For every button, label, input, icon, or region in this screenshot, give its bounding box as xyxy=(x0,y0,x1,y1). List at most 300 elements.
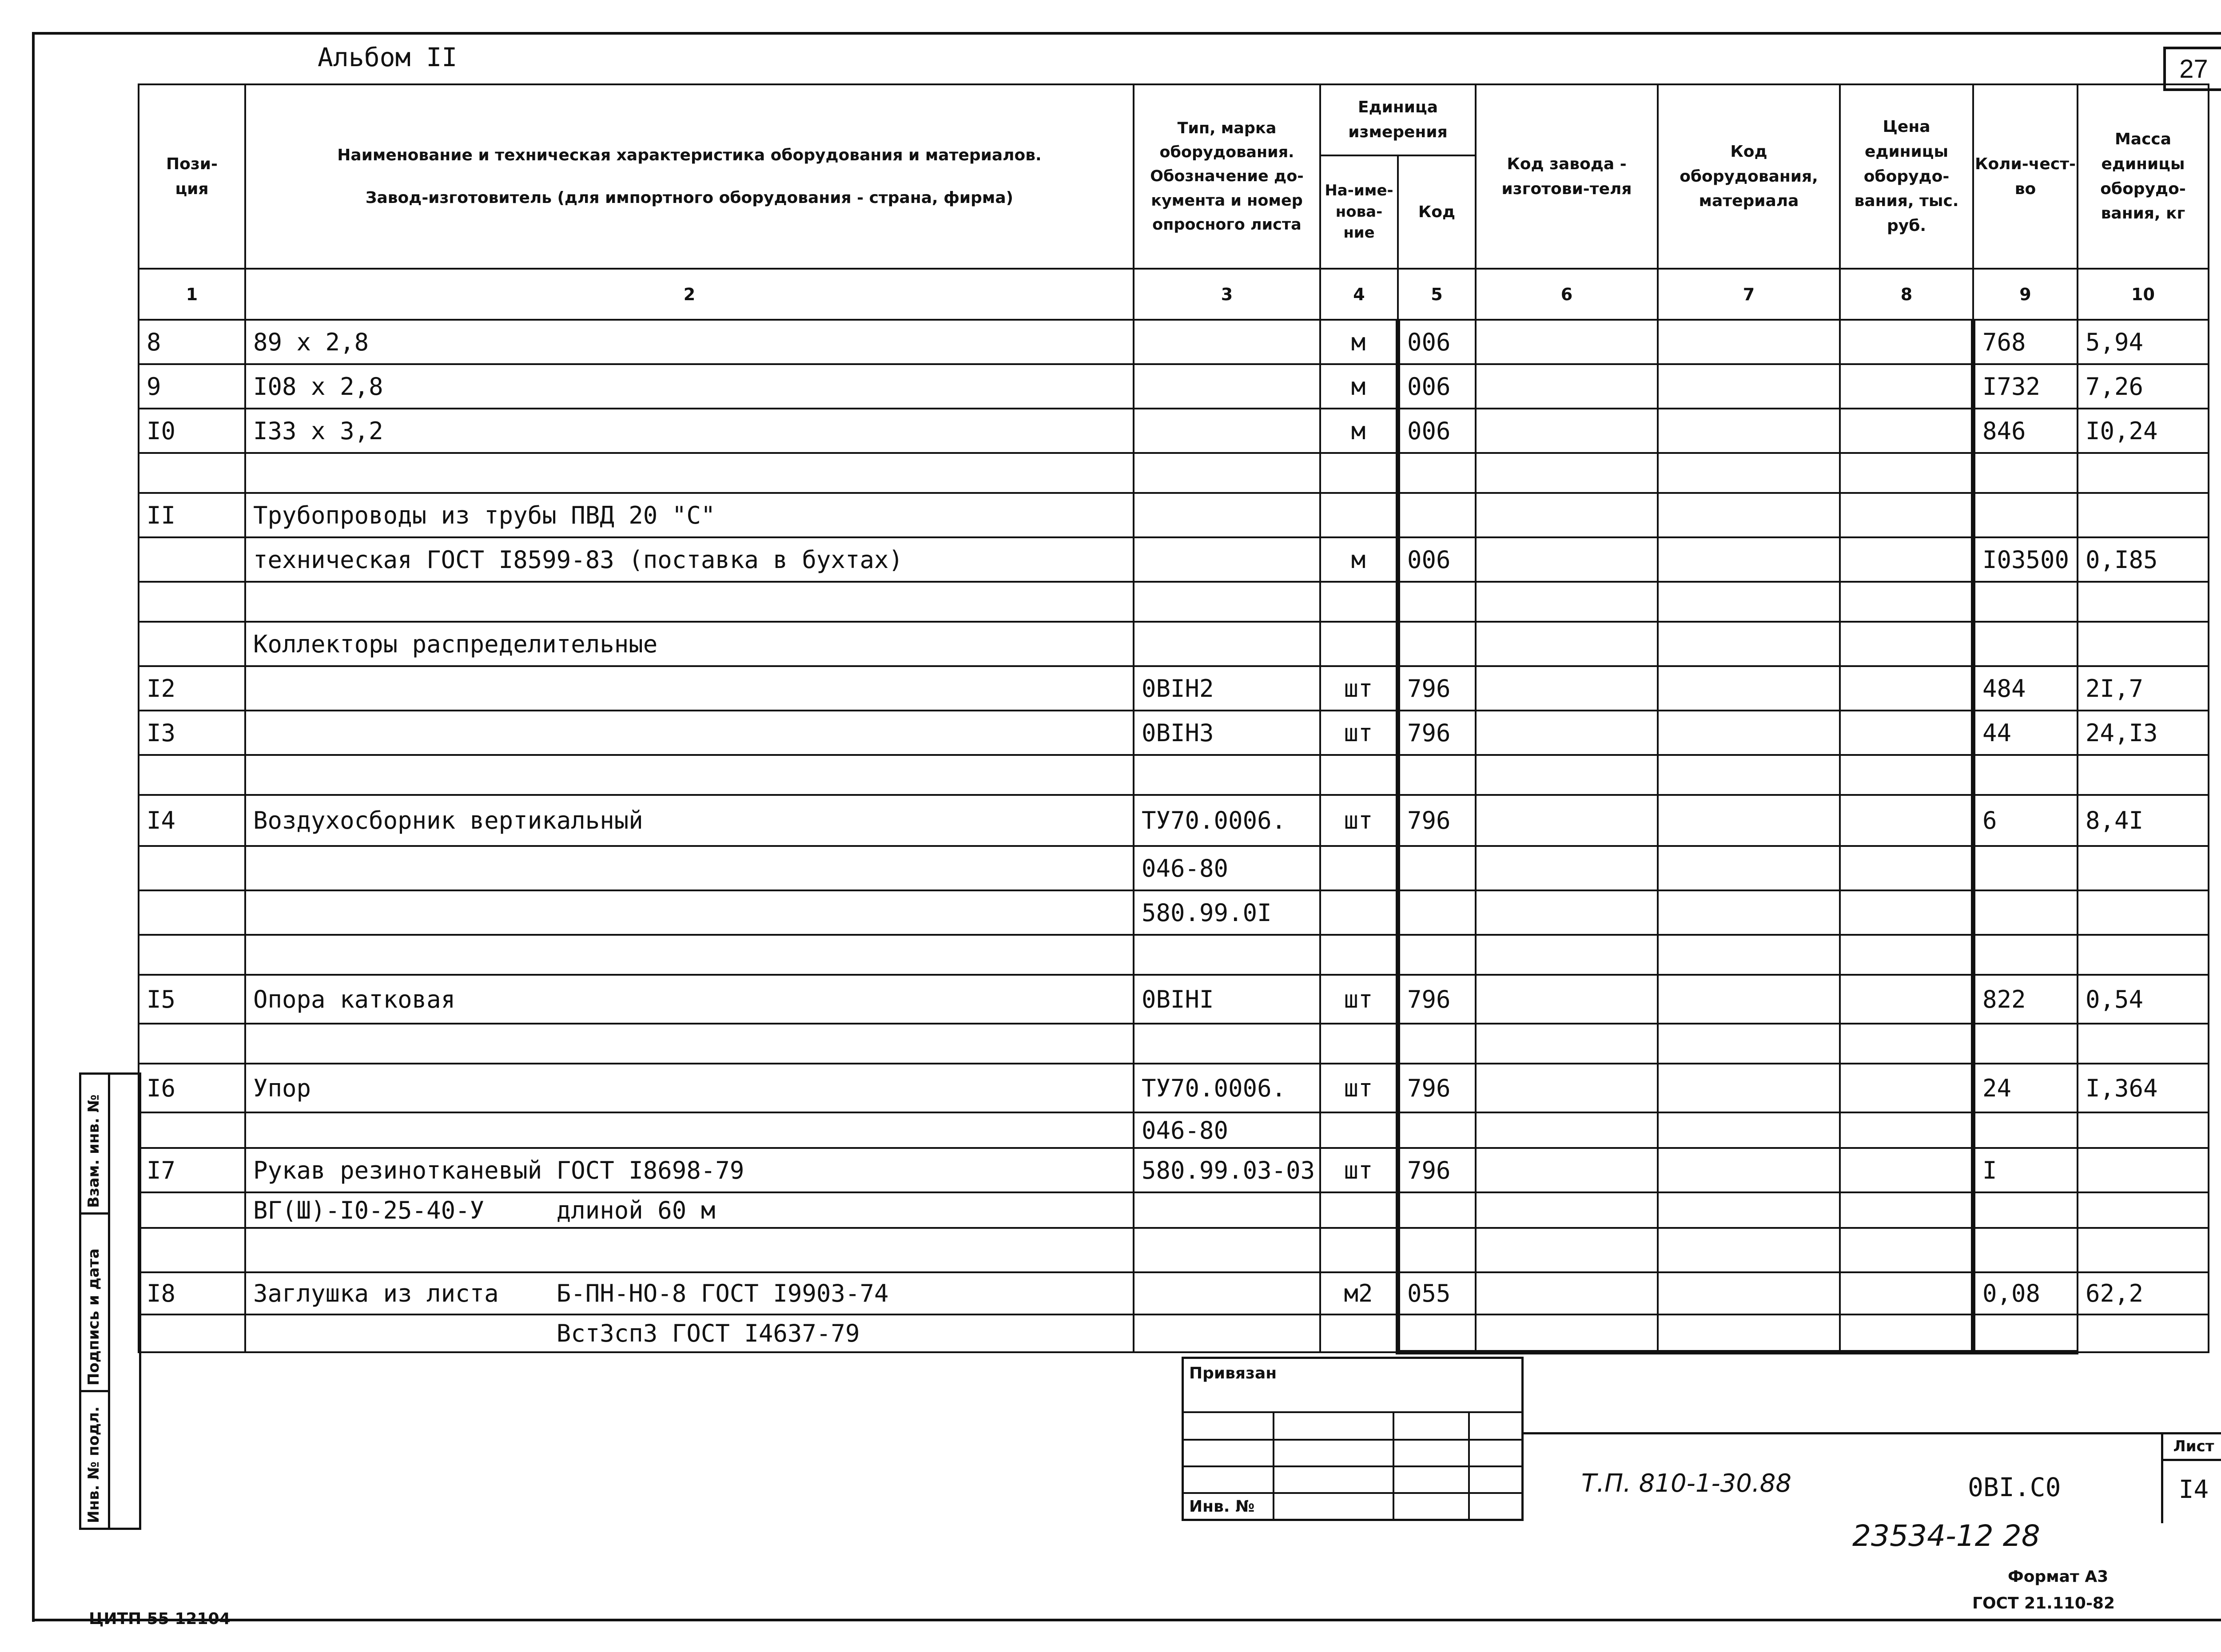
row-mass: I,364 xyxy=(2078,1064,2209,1112)
row-position xyxy=(139,935,245,975)
row-type xyxy=(1134,1314,1320,1352)
row-unit-code xyxy=(1398,493,1476,537)
row-name xyxy=(245,666,1134,711)
row-factory-code xyxy=(1476,795,1658,846)
row-factory-code xyxy=(1476,320,1658,364)
row-unit: шт xyxy=(1320,1148,1398,1192)
row-quantity xyxy=(1973,1228,2078,1272)
row-quantity: 6 xyxy=(1973,795,2078,846)
row-quantity: 44 xyxy=(1973,711,2078,755)
row-unit-code xyxy=(1398,1112,1476,1148)
row-type xyxy=(1134,582,1320,622)
row-price xyxy=(1840,1148,1973,1192)
specification-table xyxy=(138,83,2209,1354)
row-unit-code xyxy=(1398,846,1476,890)
row-quantity: I03500 xyxy=(1973,537,2078,582)
row-equipment-code xyxy=(1658,409,1840,453)
col-number-1: 1 xyxy=(139,269,245,320)
row-unit: шт xyxy=(1320,975,1398,1024)
row-factory-code xyxy=(1476,846,1658,890)
table-row xyxy=(139,935,2209,975)
table-row xyxy=(139,890,2209,935)
row-name: 89 x 2,8 xyxy=(245,320,1134,364)
col-number-7: 7 xyxy=(1658,269,1840,320)
project-code: Т.П. 810-1-30.88 xyxy=(1581,1469,1791,1498)
row-unit: шт xyxy=(1320,1064,1398,1112)
table-row xyxy=(139,320,2209,364)
row-position xyxy=(139,1192,245,1228)
row-mass xyxy=(2078,1148,2209,1192)
row-type xyxy=(1134,755,1320,795)
row-position: II xyxy=(139,493,245,537)
title-block xyxy=(1524,1432,2221,1521)
row-position xyxy=(139,755,245,795)
binding-stamp xyxy=(1182,1357,1524,1521)
row-mass: I0,24 xyxy=(2078,409,2209,453)
row-equipment-code xyxy=(1658,364,1840,409)
row-mass xyxy=(2078,1228,2209,1272)
row-position xyxy=(139,622,245,666)
table-row xyxy=(139,755,2209,795)
row-position xyxy=(139,1112,245,1148)
row-equipment-code xyxy=(1658,711,1840,755)
row-mass xyxy=(2078,755,2209,795)
row-position xyxy=(139,537,245,582)
row-quantity xyxy=(1973,846,2078,890)
row-quantity xyxy=(1973,453,2078,493)
row-price xyxy=(1840,1192,1973,1228)
row-type: 580.99.0I xyxy=(1134,890,1320,935)
row-mass xyxy=(2078,453,2209,493)
row-type xyxy=(1134,935,1320,975)
row-quantity xyxy=(1973,755,2078,795)
row-price xyxy=(1840,622,1973,666)
row-name xyxy=(245,582,1134,622)
row-name xyxy=(245,453,1134,493)
row-equipment-code xyxy=(1658,795,1840,846)
row-factory-code xyxy=(1476,1112,1658,1148)
row-price xyxy=(1840,711,1973,755)
row-unit-code xyxy=(1398,935,1476,975)
row-unit-code: 796 xyxy=(1398,666,1476,711)
table-row xyxy=(139,1112,2209,1148)
side-cell-podpis xyxy=(81,1215,108,1392)
row-type xyxy=(1134,1192,1320,1228)
row-price xyxy=(1840,1314,1973,1352)
row-factory-code xyxy=(1476,1148,1658,1192)
row-price xyxy=(1840,795,1973,846)
row-unit: м xyxy=(1320,320,1398,364)
col-number-2: 2 xyxy=(245,269,1134,320)
row-quantity xyxy=(1973,935,2078,975)
row-type xyxy=(1134,1024,1320,1064)
row-equipment-code xyxy=(1658,1064,1840,1112)
row-position: I8 xyxy=(139,1272,245,1314)
table-row xyxy=(139,537,2209,582)
header-price: Цена единицы оборудо-вания, тыс. руб. xyxy=(1840,84,1973,269)
row-price xyxy=(1840,1024,1973,1064)
row-unit: м2 xyxy=(1320,1272,1398,1314)
row-unit-code xyxy=(1398,453,1476,493)
row-name: Рукав резинотканевый ГОСТ I8698-79 xyxy=(245,1148,1134,1192)
inv-no-label: Инв. № xyxy=(1189,1497,1255,1516)
row-equipment-code xyxy=(1658,1272,1840,1314)
standard-label: ГОСТ 21.110-82 xyxy=(1972,1594,2115,1612)
row-quantity xyxy=(1973,1192,2078,1228)
row-mass: 8,4I xyxy=(2078,795,2209,846)
row-type: ТУ70.0006. xyxy=(1134,1064,1320,1112)
row-name: техническая ГОСТ I8599-83 (поставка в бухтах) xyxy=(245,537,1134,582)
header-unit-name: На-име-нова-ние xyxy=(1320,155,1398,269)
row-unit xyxy=(1320,622,1398,666)
row-factory-code xyxy=(1476,975,1658,1024)
row-factory-code xyxy=(1476,453,1658,493)
row-unit-code xyxy=(1398,1228,1476,1272)
row-mass: 0,I85 xyxy=(2078,537,2209,582)
row-unit xyxy=(1320,1192,1398,1228)
row-position xyxy=(139,582,245,622)
row-position xyxy=(139,846,245,890)
row-mass xyxy=(2078,846,2209,890)
row-unit xyxy=(1320,1228,1398,1272)
table-row xyxy=(139,364,2209,409)
row-unit-code: 796 xyxy=(1398,975,1476,1024)
row-name: I33 x 3,2 xyxy=(245,409,1134,453)
row-type xyxy=(1134,1228,1320,1272)
row-unit-code: 006 xyxy=(1398,537,1476,582)
row-factory-code xyxy=(1476,711,1658,755)
table-row xyxy=(139,622,2209,666)
row-position: I7 xyxy=(139,1148,245,1192)
row-unit-code: 796 xyxy=(1398,1148,1476,1192)
row-unit-code xyxy=(1398,1314,1476,1352)
side-stamp xyxy=(79,1072,141,1530)
row-unit: шт xyxy=(1320,795,1398,846)
row-position xyxy=(139,1024,245,1064)
row-name xyxy=(245,935,1134,975)
row-quantity xyxy=(1973,582,2078,622)
row-factory-code xyxy=(1476,890,1658,935)
row-type xyxy=(1134,1272,1320,1314)
row-unit-code: 006 xyxy=(1398,364,1476,409)
row-price xyxy=(1840,1064,1973,1112)
row-factory-code xyxy=(1476,1064,1658,1112)
row-position: 9 xyxy=(139,364,245,409)
side-cell-inv xyxy=(81,1392,108,1528)
row-name xyxy=(245,1024,1134,1064)
row-unit-code xyxy=(1398,582,1476,622)
col-number-6: 6 xyxy=(1476,269,1658,320)
row-mass: 0,54 xyxy=(2078,975,2209,1024)
row-name: Коллекторы распределительные xyxy=(245,622,1134,666)
header-type: Тип, марка оборудования. Обозначение до-кумента и номер опросного листа xyxy=(1134,84,1320,269)
row-unit xyxy=(1320,1314,1398,1352)
privyazan-label: Привязан xyxy=(1189,1364,1277,1382)
row-name xyxy=(245,711,1134,755)
row-unit-code xyxy=(1398,755,1476,795)
table-row xyxy=(139,1024,2209,1064)
row-equipment-code xyxy=(1658,1024,1840,1064)
row-unit-code: 796 xyxy=(1398,1064,1476,1112)
row-unit-code: 006 xyxy=(1398,409,1476,453)
row-equipment-code xyxy=(1658,1148,1840,1192)
row-equipment-code xyxy=(1658,493,1840,537)
row-position xyxy=(139,453,245,493)
row-factory-code xyxy=(1476,537,1658,582)
row-position xyxy=(139,1228,245,1272)
table-row xyxy=(139,493,2209,537)
row-unit-code xyxy=(1398,622,1476,666)
sheet-number: I4 xyxy=(2178,1475,2209,1504)
row-name: Упор xyxy=(245,1064,1134,1112)
row-type: 580.99.03-03 xyxy=(1134,1148,1320,1192)
row-price xyxy=(1840,1272,1973,1314)
row-price xyxy=(1840,320,1973,364)
album-label: Альбом II xyxy=(318,42,458,72)
header-name: Наименование и техническая характеристика оборудования и материалов. Завод-изготовитель (для импортного оборудования - страна, фирма) xyxy=(245,84,1134,269)
row-name xyxy=(245,755,1134,795)
row-price xyxy=(1840,755,1973,795)
row-price xyxy=(1840,890,1973,935)
row-unit-code xyxy=(1398,1192,1476,1228)
row-position: I4 xyxy=(139,795,245,846)
row-type: 046-80 xyxy=(1134,1112,1320,1148)
sheet-label: Лист xyxy=(2163,1434,2221,1461)
table-row xyxy=(139,1228,2209,1272)
row-unit xyxy=(1320,1024,1398,1064)
row-quantity xyxy=(1973,1024,2078,1064)
row-position: I0 xyxy=(139,409,245,453)
row-equipment-code xyxy=(1658,1112,1840,1148)
row-mass xyxy=(2078,1192,2209,1228)
row-mass xyxy=(2078,582,2209,622)
row-unit xyxy=(1320,453,1398,493)
row-unit: м xyxy=(1320,364,1398,409)
row-unit-code xyxy=(1398,890,1476,935)
row-quantity xyxy=(1973,1112,2078,1148)
row-name: Заглушка из листа Б-ПН-НО-8 ГОСТ I9903-74 xyxy=(245,1272,1134,1314)
row-equipment-code xyxy=(1658,975,1840,1024)
side-label-podpis: Подпись и дата xyxy=(85,1248,103,1386)
row-factory-code xyxy=(1476,1024,1658,1064)
row-price xyxy=(1840,846,1973,890)
row-equipment-code xyxy=(1658,622,1840,666)
header-factory-code: Код завода - изготови-теля xyxy=(1476,84,1658,269)
row-type xyxy=(1134,320,1320,364)
row-unit: шт xyxy=(1320,666,1398,711)
table-row xyxy=(139,711,2209,755)
row-quantity: 24 xyxy=(1973,1064,2078,1112)
row-factory-code xyxy=(1476,364,1658,409)
row-price xyxy=(1840,582,1973,622)
row-factory-code xyxy=(1476,935,1658,975)
row-position: I3 xyxy=(139,711,245,755)
row-price xyxy=(1840,364,1973,409)
row-equipment-code xyxy=(1658,935,1840,975)
row-equipment-code xyxy=(1658,846,1840,890)
table-row xyxy=(139,846,2209,890)
row-type: ТУ70.0006. xyxy=(1134,795,1320,846)
table-row xyxy=(139,1148,2209,1192)
row-factory-code xyxy=(1476,493,1658,537)
row-unit xyxy=(1320,846,1398,890)
row-unit xyxy=(1320,935,1398,975)
row-quantity: 0,08 xyxy=(1973,1272,2078,1314)
header-position: Пози- ция xyxy=(139,84,245,269)
row-unit xyxy=(1320,493,1398,537)
row-name xyxy=(245,846,1134,890)
row-quantity: 484 xyxy=(1973,666,2078,711)
header-unit-code: Код xyxy=(1398,155,1476,269)
row-name: Воздухосборник вертикальный xyxy=(245,795,1134,846)
table-row xyxy=(139,453,2209,493)
row-mass xyxy=(2078,493,2209,537)
col-number-9: 9 xyxy=(1973,269,2078,320)
header-unit-group: Единица измерения xyxy=(1320,84,1476,155)
header-equipment-code: Код оборудования, материала xyxy=(1658,84,1840,269)
handwritten-number: 23534-12 28 xyxy=(1852,1519,2040,1553)
row-quantity xyxy=(1973,1314,2078,1352)
row-unit: шт xyxy=(1320,711,1398,755)
header-mass: Масса единицы оборудо-вания, кг xyxy=(2078,84,2209,269)
row-factory-code xyxy=(1476,1314,1658,1352)
side-label-inv: Инв. № подл. xyxy=(85,1406,103,1523)
row-equipment-code xyxy=(1658,1228,1840,1272)
row-factory-code xyxy=(1476,622,1658,666)
row-type: 0BIH2 xyxy=(1134,666,1320,711)
row-mass xyxy=(2078,935,2209,975)
table-row xyxy=(139,1272,2209,1314)
row-type xyxy=(1134,537,1320,582)
col-number-3: 3 xyxy=(1134,269,1320,320)
row-quantity: 822 xyxy=(1973,975,2078,1024)
row-price xyxy=(1840,1228,1973,1272)
col-number-8: 8 xyxy=(1840,269,1973,320)
document-code: 0BI.C0 xyxy=(1968,1472,2061,1502)
row-name: ВГ(Ш)-I0-25-40-У длиной 60 м xyxy=(245,1192,1134,1228)
row-price xyxy=(1840,666,1973,711)
row-mass: 2I,7 xyxy=(2078,666,2209,711)
row-unit xyxy=(1320,890,1398,935)
row-name: I08 x 2,8 xyxy=(245,364,1134,409)
row-position: I2 xyxy=(139,666,245,711)
row-mass xyxy=(2078,1024,2209,1064)
row-price xyxy=(1840,1112,1973,1148)
table-row xyxy=(139,975,2209,1024)
row-mass: 5,94 xyxy=(2078,320,2209,364)
col-number-5: 5 xyxy=(1398,269,1476,320)
row-equipment-code xyxy=(1658,453,1840,493)
row-type xyxy=(1134,409,1320,453)
row-factory-code xyxy=(1476,409,1658,453)
table-row xyxy=(139,582,2209,622)
row-name: Опора катковая xyxy=(245,975,1134,1024)
row-unit: м xyxy=(1320,409,1398,453)
row-price xyxy=(1840,935,1973,975)
row-mass xyxy=(2078,1112,2209,1148)
side-cell-vzam xyxy=(81,1075,108,1215)
row-price xyxy=(1840,409,1973,453)
row-quantity: 768 xyxy=(1973,320,2078,364)
row-quantity: I732 xyxy=(1973,364,2078,409)
row-name xyxy=(245,1112,1134,1148)
row-equipment-code xyxy=(1658,1192,1840,1228)
row-unit-code xyxy=(1398,1024,1476,1064)
row-quantity xyxy=(1973,890,2078,935)
row-factory-code xyxy=(1476,1228,1658,1272)
row-factory-code xyxy=(1476,1272,1658,1314)
row-factory-code xyxy=(1476,582,1658,622)
row-equipment-code xyxy=(1658,890,1840,935)
row-position: I5 xyxy=(139,975,245,1024)
row-quantity: 846 xyxy=(1973,409,2078,453)
row-factory-code xyxy=(1476,755,1658,795)
printer-label: ЦИТП 55 12104 xyxy=(89,1610,231,1628)
row-type: 046-80 xyxy=(1134,846,1320,890)
row-equipment-code xyxy=(1658,582,1840,622)
col-number-10: 10 xyxy=(2078,269,2209,320)
row-unit-code: 055 xyxy=(1398,1272,1476,1314)
drawing-frame-bottom xyxy=(32,1619,2221,1621)
row-quantity xyxy=(1973,622,2078,666)
row-unit xyxy=(1320,582,1398,622)
row-type: 0BIHI xyxy=(1134,975,1320,1024)
row-price xyxy=(1840,975,1973,1024)
row-price xyxy=(1840,537,1973,582)
table-row xyxy=(139,1314,2209,1352)
row-factory-code xyxy=(1476,666,1658,711)
row-unit: м xyxy=(1320,537,1398,582)
row-type xyxy=(1134,622,1320,666)
row-name xyxy=(245,1228,1134,1272)
row-mass xyxy=(2078,622,2209,666)
row-equipment-code xyxy=(1658,320,1840,364)
sheet-box xyxy=(2161,1434,2221,1523)
row-name: Трубопроводы из трубы ПВД 20 "С" xyxy=(245,493,1134,537)
row-name xyxy=(245,890,1134,935)
table-row xyxy=(139,1064,2209,1112)
format-label: Формат А3 xyxy=(2008,1568,2109,1586)
row-unit-code: 796 xyxy=(1398,711,1476,755)
row-equipment-code xyxy=(1658,537,1840,582)
row-type xyxy=(1134,493,1320,537)
row-equipment-code xyxy=(1658,666,1840,711)
row-mass: 24,I3 xyxy=(2078,711,2209,755)
row-type: 0BIH3 xyxy=(1134,711,1320,755)
row-quantity: I xyxy=(1973,1148,2078,1192)
row-factory-code xyxy=(1476,1192,1658,1228)
row-position xyxy=(139,890,245,935)
row-mass: 62,2 xyxy=(2078,1272,2209,1314)
row-unit-code: 006 xyxy=(1398,320,1476,364)
row-price xyxy=(1840,453,1973,493)
row-type xyxy=(1134,453,1320,493)
table-row xyxy=(139,409,2209,453)
row-unit xyxy=(1320,755,1398,795)
table-row xyxy=(139,1192,2209,1228)
row-equipment-code xyxy=(1658,755,1840,795)
row-mass xyxy=(2078,890,2209,935)
page-number: 27 xyxy=(2163,47,2221,91)
row-quantity xyxy=(1973,493,2078,537)
side-label-vzam: Взам. инв. № xyxy=(85,1094,103,1208)
row-position: I6 xyxy=(139,1064,245,1112)
row-unit xyxy=(1320,1112,1398,1148)
col-number-4: 4 xyxy=(1320,269,1398,320)
table-row xyxy=(139,795,2209,846)
table-row xyxy=(139,666,2209,711)
row-position: 8 xyxy=(139,320,245,364)
